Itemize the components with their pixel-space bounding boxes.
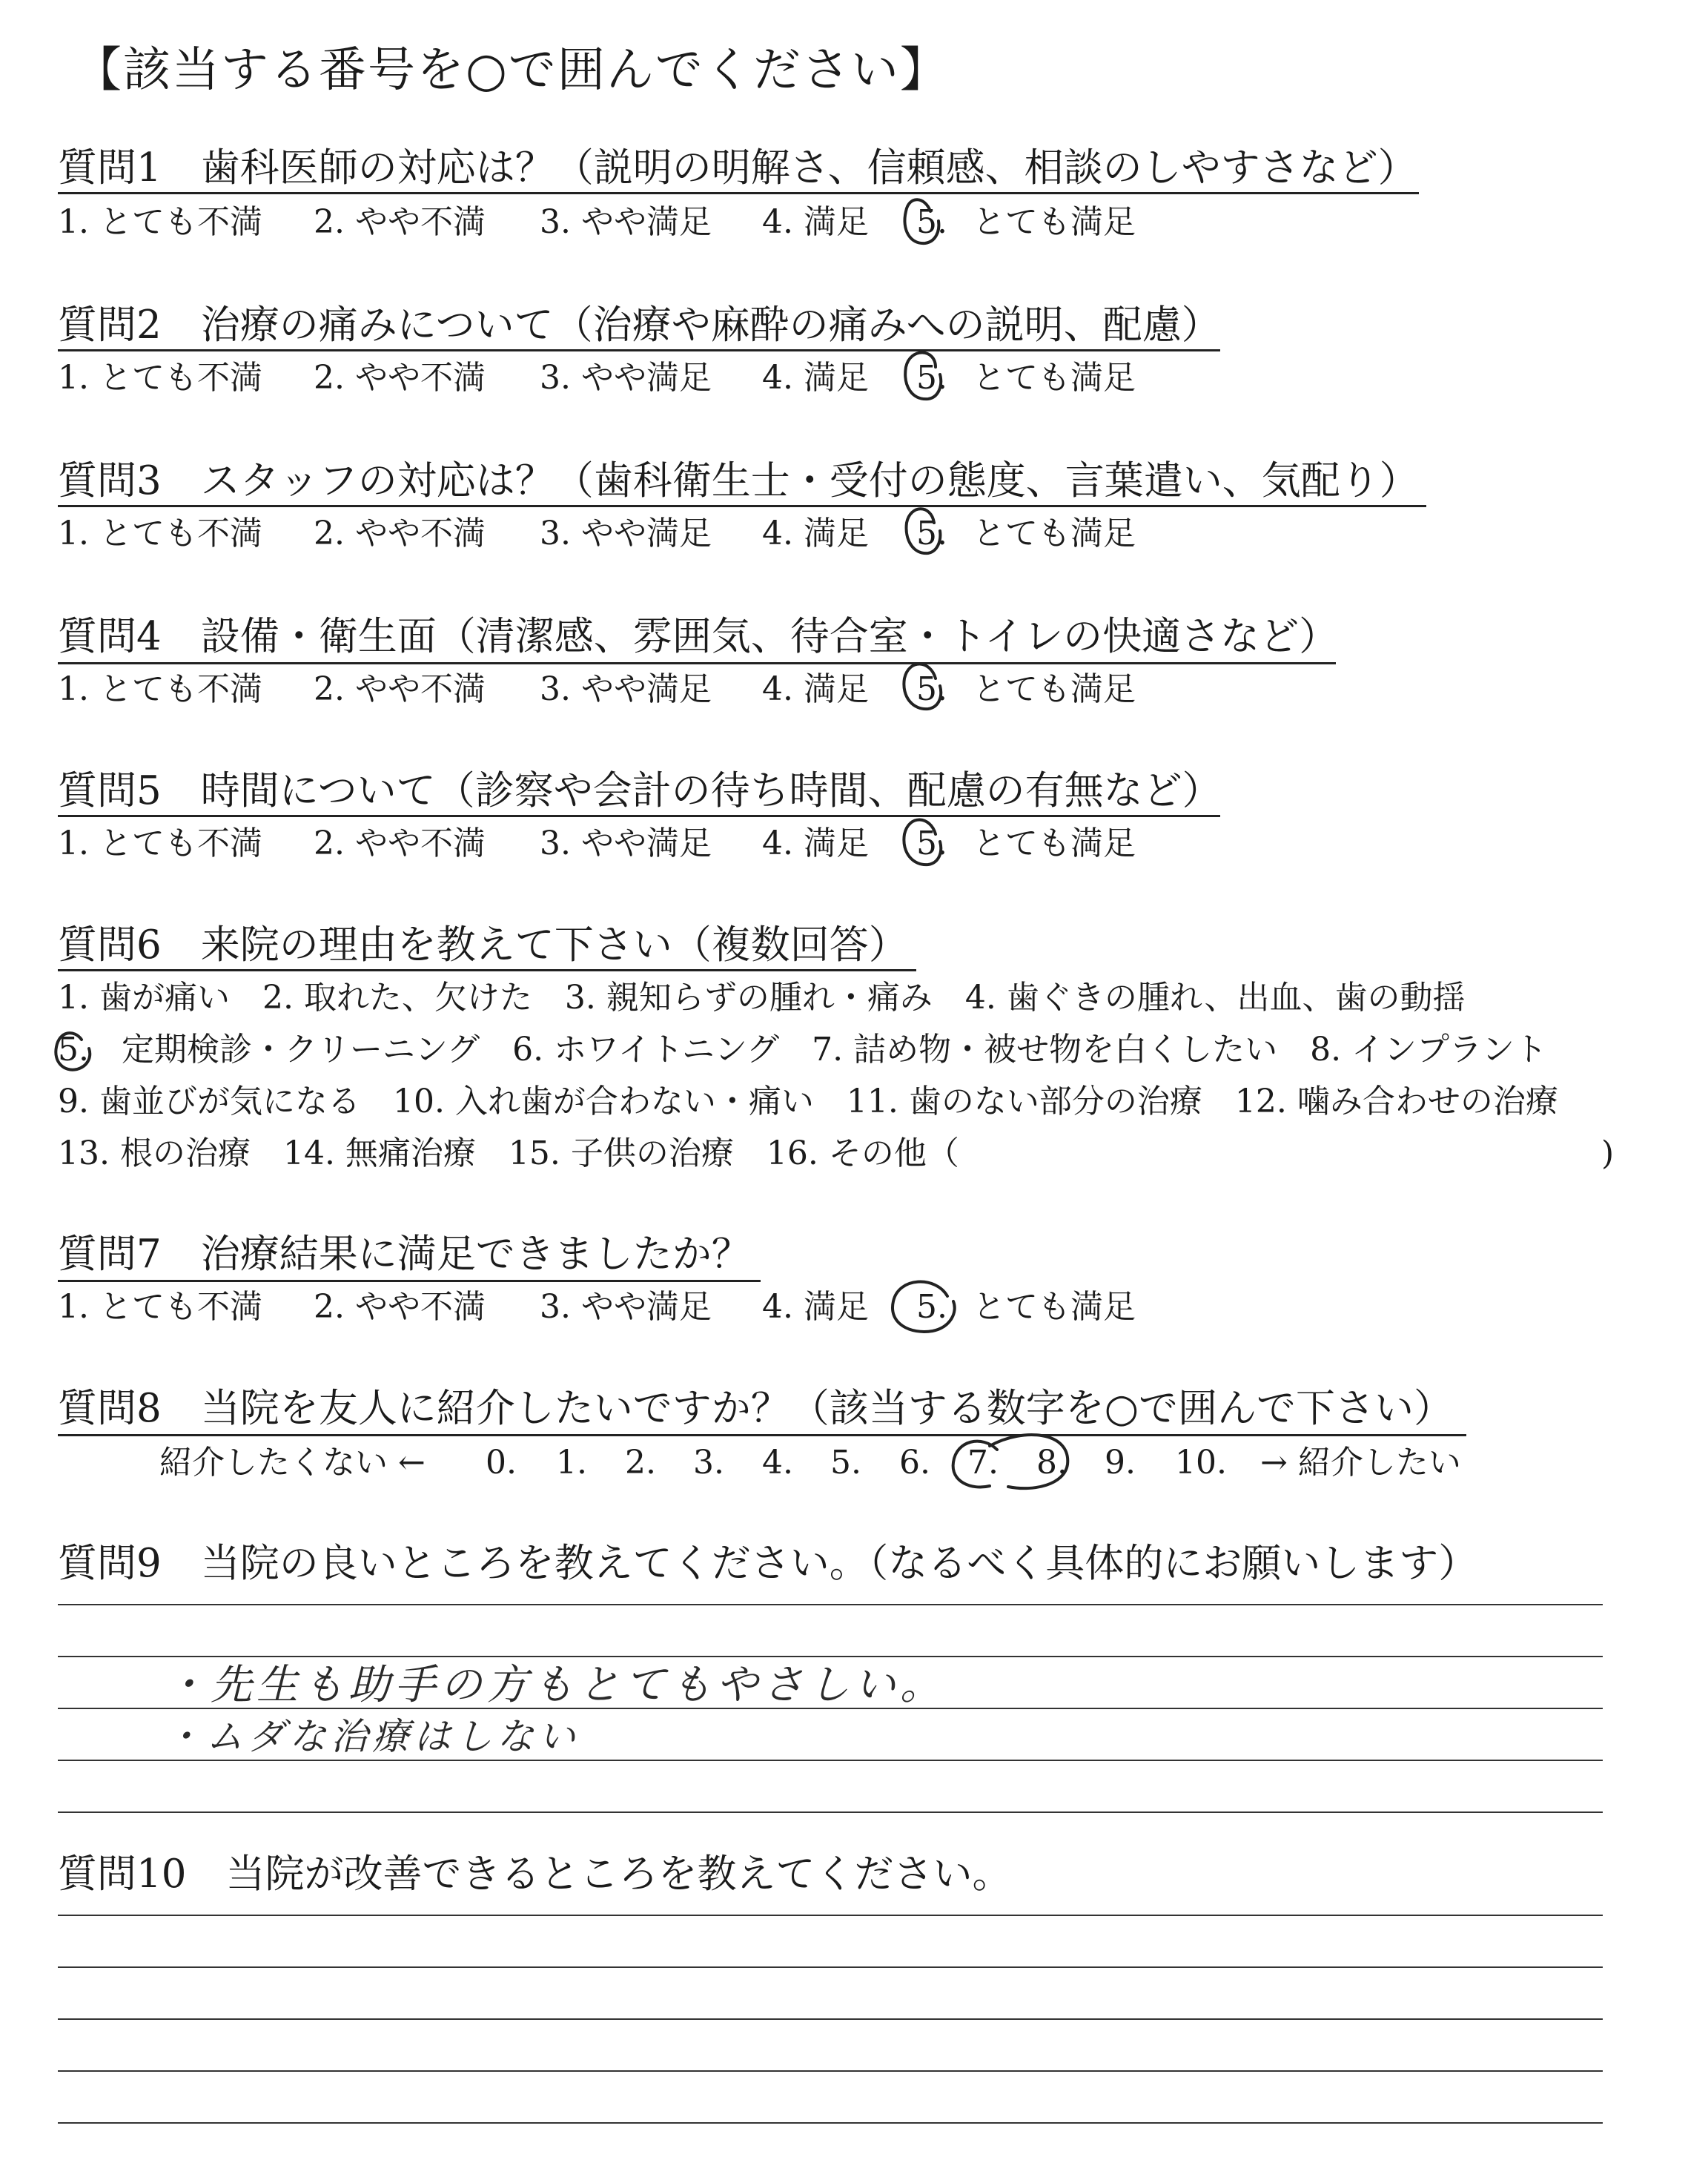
scale-number-8[interactable]: 8. xyxy=(1036,1444,1068,1482)
reason-row-1[interactable]: 1. 歯が痛い 2. 取れた、欠けた 3. 親知らずの腫れ・痛み 4. 歯ぐきの腫れ、出血、歯の動揺 xyxy=(58,979,1466,1017)
scale-right-label: → 紹介したい xyxy=(1260,1444,1461,1482)
option-5-text: とても満足 xyxy=(973,670,1136,708)
question-6-label: 質問6 来院の理由を教えて下さい（複数回答） xyxy=(58,922,908,968)
reason-row-3[interactable]: 9. 歯並びが気になる 10. 入れ歯が合わない・痛い 11. 歯のない部分の治療 12. 噛み合わせの治療 xyxy=(58,1083,1558,1120)
scale-number-7[interactable]: 7. xyxy=(967,1444,999,1482)
scale-number-6[interactable]: 6. xyxy=(899,1444,930,1482)
question-9-label: 質問9 当院の良いところを教えてください。（なるべく具体的にお願いします） xyxy=(58,1541,1478,1586)
option-4[interactable]: 4. 満足 xyxy=(762,825,869,862)
handwritten-answer-2: ・ムダな治療はしない xyxy=(165,1715,580,1758)
answer-line xyxy=(58,2070,1603,2072)
option-2[interactable]: 2. やや不満 xyxy=(314,825,486,862)
option-4[interactable]: 4. 満足 xyxy=(762,1288,869,1326)
option-5[interactable]: 5. xyxy=(916,670,947,708)
question-4-underline xyxy=(58,662,1336,664)
scale-number-1[interactable]: 1. xyxy=(556,1444,587,1482)
answer-line xyxy=(58,2018,1603,2020)
option-1[interactable]: 1. とても不満 xyxy=(58,825,262,862)
scale-number-3[interactable]: 3. xyxy=(693,1444,724,1482)
page-title: 【該当する番号を○で囲んでください】 xyxy=(74,43,949,98)
question-7-label: 質問7 治療結果に満足できましたか？ xyxy=(58,1232,751,1277)
option-5[interactable]: 5. xyxy=(916,825,947,862)
question-4-label: 質問4 設備・衛生面（清潔感、雰囲気、待合室・トイレの快適さなど） xyxy=(58,614,1339,659)
question-8-label: 質問8 当院を友人に紹介したいですか？（該当する数字を○で囲んで下さい） xyxy=(58,1386,1453,1431)
option-5-text: とても満足 xyxy=(973,359,1136,397)
answer-line xyxy=(58,1604,1603,1605)
option-2[interactable]: 2. やや不満 xyxy=(314,1288,486,1326)
answer-line xyxy=(58,1915,1603,1916)
reason-other-close-paren: ) xyxy=(1601,1135,1615,1172)
option-3[interactable]: 3. やや満足 xyxy=(540,670,712,708)
scale-number-10[interactable]: 10. xyxy=(1175,1444,1227,1482)
question-6-underline xyxy=(58,969,916,971)
option-1[interactable]: 1. とても不満 xyxy=(58,203,262,241)
answer-line xyxy=(58,1811,1603,1813)
question-8-underline xyxy=(58,1434,1466,1436)
option-5-text: とても満足 xyxy=(973,825,1136,862)
question-2-label: 質問2 治療の痛みについて（治療や麻酔の痛みへの説明、配慮） xyxy=(58,303,1221,348)
option-3[interactable]: 3. やや満足 xyxy=(540,515,712,552)
question-1-label: 質問1 歯科医師の対応は？（説明の明解さ、信頼感、相談のしやすさなど） xyxy=(58,145,1417,191)
option-5-text: とても満足 xyxy=(973,203,1136,241)
option-5-text: とても満足 xyxy=(973,1288,1136,1326)
option-3[interactable]: 3. やや満足 xyxy=(540,1288,712,1326)
scale-left-label: 紹介したくない ← xyxy=(159,1444,426,1482)
option-5-text: とても満足 xyxy=(973,515,1136,552)
reason-row-2[interactable]: 5. 定期検診・クリーニング 6. ホワイトニング 7. 詰め物・被せ物を白くしたい 8. インプラント xyxy=(58,1031,1548,1069)
option-2[interactable]: 2. やや不満 xyxy=(314,203,486,241)
option-1[interactable]: 1. とても不満 xyxy=(58,670,262,708)
question-10-label: 質問10 当院が改善できるところを教えてください。 xyxy=(58,1852,1012,1897)
option-3[interactable]: 3. やや満足 xyxy=(540,825,712,862)
question-3-label: 質問3 スタッフの対応は？（歯科衛生士・受付の態度、言葉遣い、気配り） xyxy=(58,458,1419,503)
option-5[interactable]: 5. xyxy=(916,1288,947,1326)
answer-line xyxy=(58,2122,1603,2124)
scale-number-4[interactable]: 4. xyxy=(762,1444,793,1482)
option-4[interactable]: 4. 満足 xyxy=(762,515,869,552)
option-1[interactable]: 1. とても不満 xyxy=(58,359,262,397)
option-4[interactable]: 4. 満足 xyxy=(762,203,869,241)
option-4[interactable]: 4. 満足 xyxy=(762,670,869,708)
option-2[interactable]: 2. やや不満 xyxy=(314,359,486,397)
scale-number-5[interactable]: 5. xyxy=(830,1444,861,1482)
question-2-underline xyxy=(58,349,1220,351)
option-1[interactable]: 1. とても不満 xyxy=(58,1288,262,1326)
question-3-underline xyxy=(58,505,1426,507)
option-3[interactable]: 3. やや満足 xyxy=(540,359,712,397)
option-5[interactable]: 5. xyxy=(916,203,947,241)
scale-number-2[interactable]: 2. xyxy=(625,1444,656,1482)
answer-line xyxy=(58,1966,1603,1968)
question-5-underline xyxy=(58,815,1220,817)
question-5-label: 質問5 時間について（診察や会計の待ち時間、配慮の有無など） xyxy=(58,768,1222,813)
reason-row-4[interactable]: 13. 根の治療 14. 無痛治療 15. 子供の治療 16. その他（ xyxy=(58,1135,959,1172)
scale-number-9[interactable]: 9. xyxy=(1105,1444,1136,1482)
option-5[interactable]: 5. xyxy=(916,359,947,397)
handwritten-answer-1: ・先生も助手の方もとてもやさしい。 xyxy=(165,1661,946,1709)
option-2[interactable]: 2. やや不満 xyxy=(314,515,486,552)
option-3[interactable]: 3. やや満足 xyxy=(540,203,712,241)
question-1-underline xyxy=(58,192,1419,194)
scale-number-0[interactable]: 0. xyxy=(486,1444,517,1482)
option-4[interactable]: 4. 満足 xyxy=(762,359,869,397)
option-1[interactable]: 1. とても不満 xyxy=(58,515,262,552)
question-7-underline xyxy=(58,1280,761,1282)
option-2[interactable]: 2. やや不満 xyxy=(314,670,486,708)
option-5[interactable]: 5. xyxy=(916,515,947,552)
